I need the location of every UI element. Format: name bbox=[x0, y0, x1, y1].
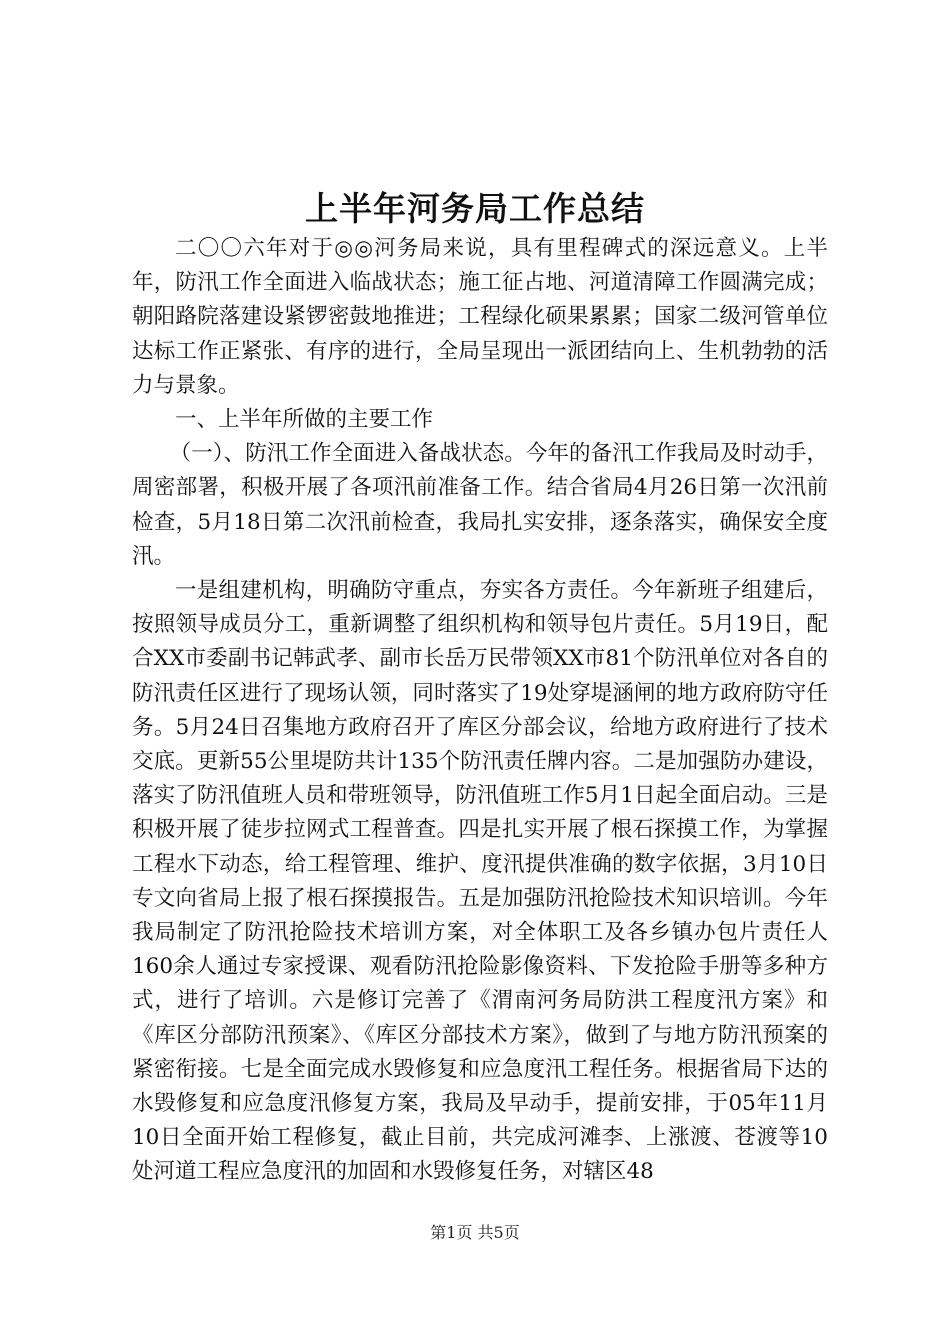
paragraph-intro: 二〇〇六年对于◎◎河务局来说，具有里程碑式的深远意义。上半年，防汛工作全面进入临战状态；施工征占地、河道清障工作圆满完成；朝阳路院落建设紧锣密鼓地推进；工程绿化硕果累累；国家二级河管单位达标工作正紧张、有序的进行，全局呈现出一派团结向上、生机勃勃的活力与景象。 bbox=[132, 236, 828, 398]
subsection-flood-prevention: （一）、防汛工作全面进入备战状态。今年的备汛工作我局及时动手，周密部署，积极开展了各项汛前准备工作。结合省局4月26日第一次汛前检查，5月18日第二次汛前检查，我局扎实安排，逐条落实，确保安全度汛。 bbox=[132, 441, 828, 569]
paragraph-measures: 一是组建机构，明确防守重点，夯实各方责任。今年新班子组建后，按照领导成员分工，重新调整了组织机构和领导包片责任。5月19日，配合XX市委副书记韩武孝、副市长岳万民带领XX市81个防汛单位对各自的防汛责任区进行了现场认领，同时落实了19处穿堤涵闸的地方政府防守任务。5月24日召集地方政府召开了库区分部会议，给地方政府进行了技术交底。更新55公里堤防共计135个防汛责任牌内容。二是加强防办建设，落实了防汛值班人员和带班领导，防汛值班工作5月1日起全面启动。三是积极开展了徒步拉网式工程普查。四是扎实开展了根石探摸工作，为掌握工程水下动态，给工程管理、维护、度汛提供准确的数字依据，3月10日专文向省局上报了根石探摸报告。五是加强防汛抢险技术知识培训。今年我局制定了防汛抢险技术培训方案，对全体职工及各乡镇办包片责任人160余人通过专家授课、观看防汛抢险影像资料、下发抢险手册等多种方式，进行了培训。六是修订完善了《渭南河务局防洪工程度汛方案》和《库区分部防汛预案》、《库区分部技术方案》，做到了与地方防汛预案的紧密衔接。七是全面完成水毁修复和应急度汛工程任务。根据省局下达的水毁修复和应急度汛修复方案，我局及早动手，提前安排，于05年11月10日全面开始工程修复，截止目前，共完成河滩李、上涨渡、苍渡等10处河道工程应急度汛的加固和水毁修复任务，对辖区48 bbox=[132, 578, 828, 1185]
document-title: 上半年河务局工作总结 bbox=[305, 189, 645, 228]
document-body bbox=[132, 232, 828, 1190]
page-number: 第1页 共5页 bbox=[430, 1223, 520, 1242]
section-heading-main-work: 一、上半年所做的主要工作 bbox=[175, 407, 434, 433]
